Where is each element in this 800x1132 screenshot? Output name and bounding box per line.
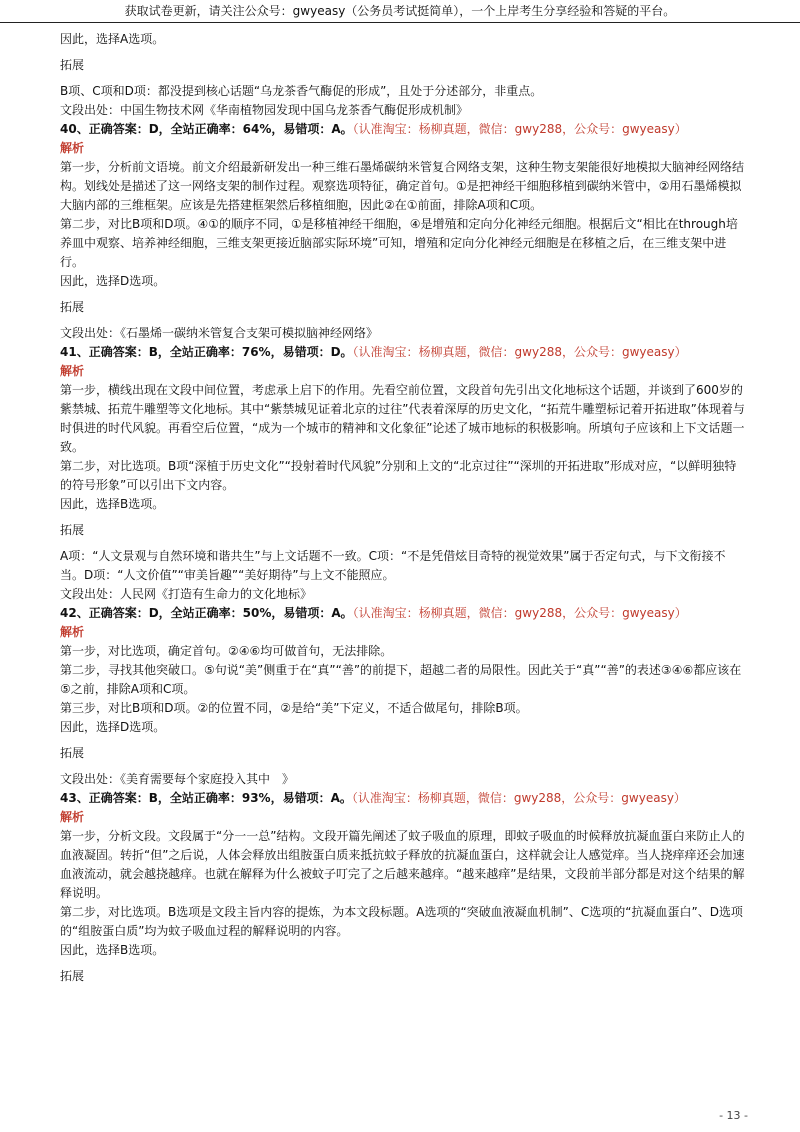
source-line: 文段出处：《美育需要每个家庭投入其中 》 <box>60 772 295 786</box>
extension-heading: 拓展 <box>60 746 85 760</box>
q43-analysis-heading: 解析 <box>60 810 85 824</box>
paragraph: 第一步，对比选项，确定首句。②④⑥均可做首句，无法排除。 <box>60 644 393 658</box>
paragraph: 第一步，分析文段。文段属于“分一一总”结构。文段开篇先阐述了蚊子吸血的原理，即蚊子吸血的时候释放抗凝血蛋白来防止人的血液凝固。转折“但”之后说，人体会释放出组胺蛋白质来抵抗蚊子释放的抗凝血蛋白，这样就会让人感觉痒。当人挠痒痒还会加速血液流动，就会越挠越痒。也就在解释为什么被蚊子叮完了之后越来越痒。“越来越痒”是结果，文段前半部分都是对这个结果的解释说明。 <box>60 829 745 900</box>
paragraph: B项、C项和D项：都没提到核心话题“乌龙茶香气酶促的形成”，且处于分述部分，非重点。 <box>60 84 543 98</box>
paragraph: 因此，选择D选项。 <box>60 720 166 734</box>
paragraph: 第二步，对比选项。B项“深植于历史文化”“投射着时代风貌”分别和上文的“北京过往”“深圳的开拓进取”形成对应，“以鲜明独特的符号形象”可以引出下文内容。 <box>60 459 737 492</box>
extension-heading: 拓展 <box>60 300 85 314</box>
paragraph: 第二步，对比B项和D项。④①的顺序不同，①是移植神经干细胞，④是增殖和定向分化神经元细胞。根据后文“相比在through培养皿中观察、培养神经细胞，三维支架更接近脑部实际环境”可知，增殖和定向分化神经元细胞是在移植之后，在三维支架中进行。 <box>60 217 738 269</box>
paragraph: 因此，选择B选项。 <box>60 943 165 957</box>
source-line: 文段出处：《石墨烯一碳纳米管复合支架可模拟脑神经网络》 <box>60 326 379 340</box>
q41-answer-line: 41、正确答案：B，全站正确率：76%，易错项：D。（认准淘宝：杨柳真题，微信：gwy288，公众号：gwyeasy） <box>60 345 687 359</box>
paragraph: 第二步，寻找其他突破口。⑤句说“美”侧重于在“真”“善”的前提下，超越二者的局限性。因此关于“真”“善”的表述③④⑥都应该在⑤之前，排除A项和C项。 <box>60 663 742 696</box>
document-body <box>60 30 748 986</box>
q40-analysis-heading: 解析 <box>60 141 85 155</box>
q40-answer-line: 40、正确答案：D，全站正确率：64%，易错项：A。（认准淘宝：杨柳真题，微信：gwy288，公众号：gwyeasy） <box>60 122 687 136</box>
paragraph: 因此，选择A选项。 <box>60 32 165 46</box>
extension-heading: 拓展 <box>60 523 85 537</box>
paragraph: 第二步，对比选项。B选项是文段主旨内容的提炼，为本文段标题。A选项的“突破血液凝血机制”、C选项的“抗凝血蛋白”、D选项的“组胺蛋白质”均为蚊子吸血过程的解释说明的内容。 <box>60 905 743 938</box>
q42-analysis-heading: 解析 <box>60 625 85 639</box>
page-header: 获取试卷更新，请关注公众号：gwyeasy（公务员考试挺简单），一个上岸考生分享经验和答疑的平台。 <box>0 0 800 23</box>
paragraph: 第一步，横线出现在文段中间位置，考虑承上启下的作用。先看空前位置，文段首句先引出文化地标这个话题，并谈到了600岁的紫禁城、拓荒牛雕塑等文化地标。其中“紫禁城见证着北京的过往”代表着深厚的历史文化，“拓荒牛雕塑标记着开拓进取”体现着与时俱进的时代风貌。再看空后位置，“成为一个城市的精神和文化象征”论述了城市地标的积极影响。所填句子应该和上下文话题一致。 <box>60 383 745 454</box>
page-number: - 13 - <box>719 1109 748 1122</box>
paragraph: A项：“人文景观与自然环境和谐共生”与上文话题不一致。C项：“不是凭借炫目奇特的视觉效果”属于否定句式，与下文衔接不当。D项：“人文价值”“审美旨趣”“美好期待”与上文不能照应。 <box>60 549 726 582</box>
paragraph: 因此，选择B选项。 <box>60 497 165 511</box>
q41-analysis-heading: 解析 <box>60 364 85 378</box>
source-line: 文段出处：中国生物技术网《华南植物园发现中国乌龙茶香气酶促形成机制》 <box>60 103 469 117</box>
q42-answer-line: 42、正确答案：D，全站正确率：50%，易错项：A。（认准淘宝：杨柳真题，微信：gwy288，公众号：gwyeasy） <box>60 606 687 620</box>
paragraph: 第一步，分析前文语境。前文介绍最新研发出一种三维石墨烯碳纳米管复合网络支架，这种生物支架能很好地模拟大脑神经网络结构。划线处是描述了这一网络支架的制作过程。观察选项特征，确定首句。①是把神经干细胞移植到碳纳米管中，②用石墨烯模拟大脑内部的三维框架。应该是先搭建框架然后移植细胞，因此②在①前面，排除A项和C项。 <box>60 160 745 212</box>
extension-heading: 拓展 <box>60 969 85 983</box>
q43-answer-line: 43、正确答案：B，全站正确率：93%，易错项：A。（认准淘宝：杨柳真题，微信：gwy288，公众号：gwyeasy） <box>60 791 686 805</box>
source-line: 文段出处：人民网《打造有生命力的文化地标》 <box>60 587 313 601</box>
paragraph: 因此，选择D选项。 <box>60 274 166 288</box>
extension-heading: 拓展 <box>60 58 85 72</box>
paragraph: 第三步，对比B项和D项。②的位置不同，②是给“美”下定义，不适合做尾句，排除B项。 <box>60 701 528 715</box>
